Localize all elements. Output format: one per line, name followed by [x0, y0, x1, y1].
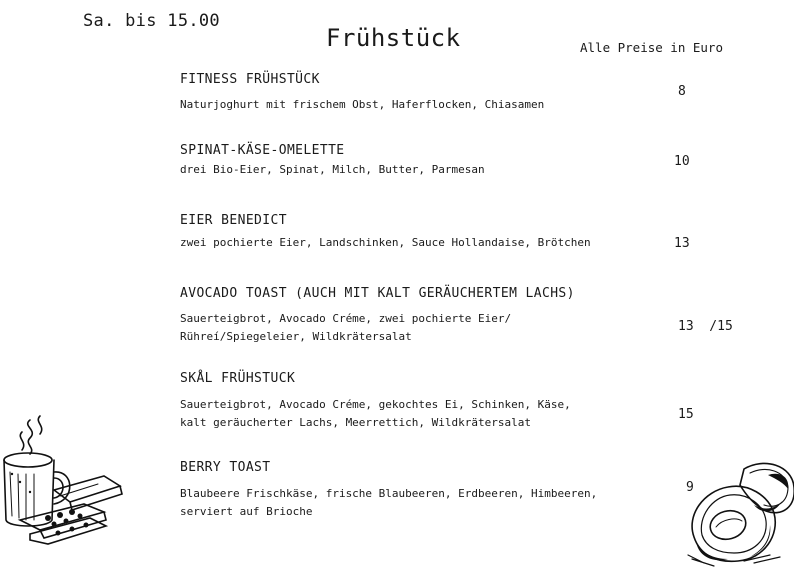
menu-item-description: drei Bio-Eier, Spinat, Milch, Butter, Parmesan [180, 163, 485, 176]
menu-item-price: 15 [678, 407, 694, 422]
menu-item-description: Naturjoghurt mit frischem Obst, Haferflocken, Chiasamen [180, 98, 545, 111]
menu-item-description: zwei pochierte Eier, Landschinken, Sauce Hollandaise, Brötchen [180, 236, 591, 249]
menu-title: Frühstück [326, 24, 461, 52]
menu-item-description: Rühreí/Spiegeleier, Wildkrätersalat [180, 330, 412, 343]
coffee-toast-illustration [0, 412, 125, 552]
menu-item-name: SPINAT-KÄSE-OMELETTE [180, 143, 345, 158]
menu-item-description: Sauerteigbrot, Avocado Créme, zwei pochierte Eier/ [180, 312, 512, 325]
menu-item-price: 9 [686, 480, 694, 495]
menu-item-description: Blaubeere Frischkäse, frische Blaubeeren, Erdbeeren, Himbeeren, [180, 487, 598, 500]
menu-item-name: FITNESS FRÜHSTÜCK [180, 72, 320, 87]
menu-item-price: 8 [678, 84, 686, 99]
price-note: Alle Preise in Euro [580, 40, 723, 55]
menu-item-description: Sauerteigbrot, Avocado Créme, gekochtes Ei, Schinken, Käse, [180, 398, 571, 411]
avocado-illustration [684, 455, 794, 567]
opening-hours: Sa. bis 15.00 [83, 11, 220, 31]
menu-item-price: 13 /15 [678, 319, 733, 334]
menu-item-name: SKÅL FRÜHSTUCK [180, 371, 296, 386]
menu-item-price: 10 [674, 154, 690, 169]
menu-item-name: EIER BENEDICT [180, 213, 287, 228]
menu-item-description: serviert auf Brioche [180, 505, 313, 518]
menu-item-description: kalt geräucherter Lachs, Meerrettich, Wildkrätersalat [180, 416, 531, 429]
menu-item-price: 13 [674, 236, 690, 251]
menu-item-name: BERRY TOAST [180, 460, 271, 475]
menu-item-name: AVOCADO TOAST (AUCH MIT KALT GERÄUCHERTEM LACHS) [180, 286, 575, 301]
